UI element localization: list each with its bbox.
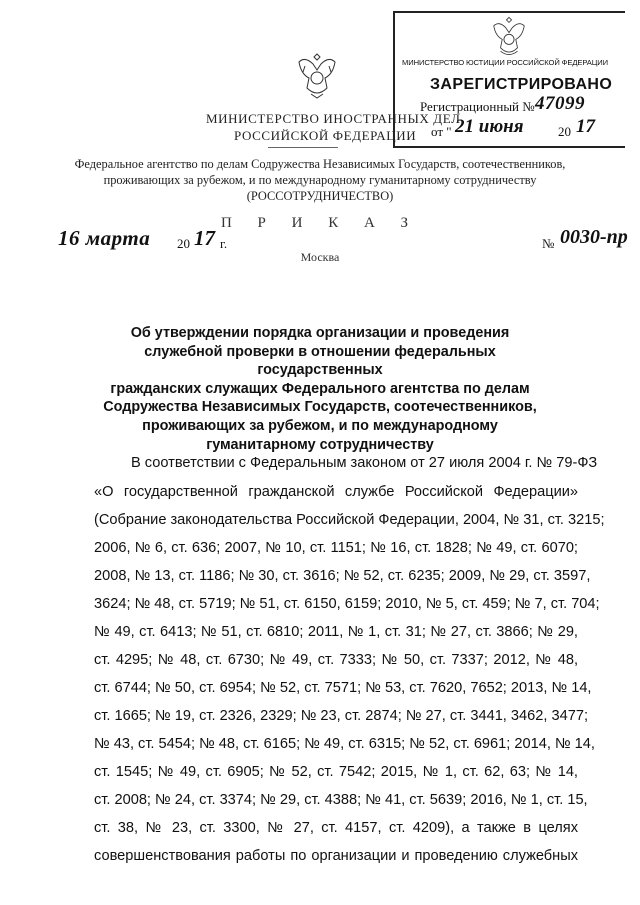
title-line: гуманитарному сотрудничеству (206, 436, 434, 453)
body-line: 2006, № 6, ст. 636; 2007, № 10, ст. 1151; № 16, ст. 1828; № 49, ст. 6070; (94, 540, 578, 556)
document-title (90, 324, 550, 454)
order-city: Москва (300, 250, 340, 264)
agency-abbreviation: (РОССОТРУДНИЧЕСТВО) (246, 189, 394, 203)
body-line: В соответствии с Федеральным законом от 27 июля 2004 г. № 79-ФЗ (131, 455, 598, 471)
order-number-handwritten: 0030-пр (560, 226, 628, 248)
order-number-prefix: № (542, 236, 555, 251)
coat-of-arms-emblem-icon (293, 48, 341, 100)
stamp-number-value: 47099 (535, 93, 585, 114)
order-year-prefix: 20 (177, 236, 190, 251)
body-line: 3624; № 48, ст. 5719; № 51, ст. 6150, 6159; 2010, № 5, ст. 459; № 7, ст. 704; (94, 596, 600, 612)
stamp-date-year-prefix: 20 (558, 124, 571, 139)
body-line: (Собрание законодательства Российской Федерации, 2004, № 31, ст. 3215; (94, 512, 605, 528)
body-line: «О государственной гражданской службе Российской Федерации» (94, 484, 578, 500)
stamp-date-prefix: от " (431, 124, 452, 139)
stamp-ministry-name: МИНИСТЕРСТВО ЮСТИЦИИ РОССИЙСКОЙ ФЕДЕРАЦИИ (402, 58, 608, 67)
body-line: ст. 6744; № 50, ст. 6954; № 52, ст. 7571; № 53, ст. 7620, 7652; 2013, № 14, (94, 680, 592, 696)
title-line: проживающих за рубежом, и по международному (142, 417, 498, 434)
body-line: ст. 1545; № 49, ст. 6905; № 52, ст. 7542; 2015, № 1, ст. 62, 63; № 14, (94, 764, 578, 780)
stamp-registered-label: ЗАРЕГИСТРИРОВАНО (430, 76, 613, 93)
document-type: П Р И К А З (220, 215, 420, 231)
order-date-handwritten: 16 марта (58, 226, 151, 250)
body-line: 2008, № 13, ст. 1186; № 30, ст. 3616; № 52, ст. 6235; 2009, № 29, ст. 3597, (94, 568, 591, 584)
title-line: Об утверждении порядка организации и проведения (130, 325, 510, 341)
body-line: ст. 2008; № 24, ст. 3374; № 29, ст. 4388; № 41, ст. 5639; 2016, № 1, ст. 15, (94, 792, 588, 808)
body-line: № 49, ст. 6413; № 51, ст. 6810; 2011, № 1, ст. 31; № 27, ст. 3866; № 29, (94, 624, 578, 640)
ministry-name-line2: РОССИЙСКОЙ ФЕДЕРАЦИИ (234, 128, 417, 143)
ministry-name-line1: МИНИСТЕРСТВО ИНОСТРАННЫХ ДЕЛ (206, 111, 461, 126)
body-line: совершенствования работы по организации и проведению служебных (94, 848, 578, 864)
body-line: ст. 38, № 23, ст. 3300, № 27, ст. 4157, ст. 4209), а также в целях (94, 820, 578, 836)
body-line: ст. 1665; № 19, ст. 2326, 2329; № 23, ст. 2874; № 27, ст. 3441, 3462, 3477; (94, 708, 589, 724)
stamp-number-label: Регистрационный № (420, 99, 535, 114)
body-line: ст. 4295; № 48, ст. 6730; № 49, ст. 7333; № 50, ст. 7337; 2012, № 48, (94, 652, 578, 668)
title-line: служебной проверки в отношении федеральных государственных (144, 343, 496, 379)
header-divider (268, 147, 338, 148)
stamp-date-value: 21 июня (455, 116, 524, 137)
agency-name-line1: Федеральное агентство по делам Содружества Независимых Государств, соотечественников, (74, 157, 566, 171)
agency-name-line2: проживающих за рубежом, и по международному гуманитарному сотрудничеству (103, 173, 537, 187)
order-year-suffix: г. (220, 236, 228, 251)
stamp-date-year-hand: 17 (576, 116, 595, 137)
title-line: Содружества Независимых Государств, соотечественников, (103, 399, 537, 416)
body-line: № 43, ст. 5454; № 48, ст. 6165; № 49, ст. 6315; № 52, ст. 6961; 2014, № 14, (94, 736, 595, 752)
title-line: гражданских служащих Федерального агентства по делам (110, 380, 530, 397)
order-year-handwritten: 17 (194, 226, 215, 250)
